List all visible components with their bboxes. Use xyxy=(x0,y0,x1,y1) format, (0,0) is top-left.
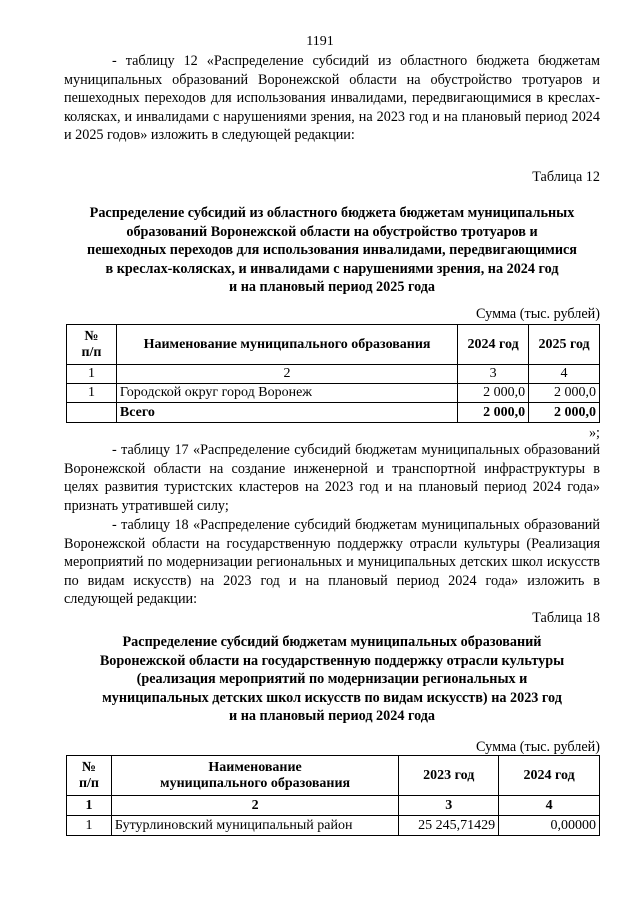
table18-title-line: Воронежской области на государственную поддержку отрасли культуры xyxy=(99,652,565,669)
table12-title-line: в креслах-колясках, и инвалидами с нарушениями зрения, на 2024 год xyxy=(105,260,559,277)
row-municipality: Городской округ город Воронеж xyxy=(116,384,457,403)
header-2023: 2023 год xyxy=(399,756,499,796)
header-2024: 2024 год xyxy=(458,325,529,365)
row-index: 1 xyxy=(67,816,112,836)
table12-title-line: пешеходных переходов для использования инвалидами, передвигающимися xyxy=(87,242,577,259)
table-header-row xyxy=(67,756,600,796)
col-number: 2 xyxy=(111,796,398,816)
table-row xyxy=(67,384,600,403)
table-numbering-row xyxy=(67,365,600,384)
page-number: 1191 xyxy=(306,34,334,49)
table-header-row xyxy=(67,325,600,365)
table12-closing-mark: »; xyxy=(588,425,600,441)
table18-title-line: Распределение субсидий бюджетам муниципальных образований xyxy=(122,634,542,650)
col-number: 1 xyxy=(67,796,112,816)
total-index xyxy=(67,403,117,423)
col-number: 4 xyxy=(499,796,600,816)
header-number: № п/п xyxy=(67,756,112,796)
col-number: 3 xyxy=(399,796,499,816)
table12-unit: Сумма (тыс. рублей) xyxy=(476,306,600,322)
table18-title-line: муниципальных детских школ искусств по видам искусств) на 2023 год xyxy=(102,689,562,706)
header-name: Наименование муниципального образования xyxy=(111,756,398,796)
table-numbering-row xyxy=(67,796,600,816)
row-municipality: Бутурлиновский муниципальный район xyxy=(111,816,398,836)
row-value-2025: 2 000,0 xyxy=(529,384,600,403)
table18-label: Таблица 18 xyxy=(532,610,600,626)
total-label: Всего xyxy=(116,403,457,423)
table12-title-line: Распределение субсидий из областного бюджета бюджетам муниципальных xyxy=(89,205,575,221)
header-2025: 2025 год xyxy=(529,325,600,365)
header-number: № п/п xyxy=(67,325,117,365)
col-number: 3 xyxy=(458,365,529,384)
table18-title xyxy=(64,633,600,726)
table-total-row xyxy=(67,403,600,423)
table12-title-line: образований Воронежской области на обустройство тротуаров и xyxy=(126,223,538,240)
table18-title-line: (реализация мероприятий по модернизации региональных и xyxy=(136,671,528,688)
paragraph-table17: - таблицу 17 «Распределение субсидий бюджетам муниципальных образований Воронежской области на создание инженерной и транспортной инфраструктуры в целях развития туристских кластеров на 2023 год и на плановый период 2024 года» признать утратившей силу; xyxy=(64,442,600,514)
header-2024: 2024 год xyxy=(499,756,600,796)
table12-title xyxy=(64,204,600,297)
row-value-2023: 25 245,71429 xyxy=(399,816,499,836)
intro-paragraph-table12: - таблицу 12 «Распределение субсидий из областного бюджета бюджетам муниципальных образований Воронежской области на обустройство тротуаров и пешеходных переходов для использования инвалидами, передвигающимися в креслах-колясках, и инвалидами с нарушениями зрения, на 2023 год и на плановый период 2024 и 2025 годов» изложить в следующей редакции: xyxy=(64,53,600,144)
header-name: Наименование муниципального образования xyxy=(116,325,457,365)
table18 xyxy=(66,755,600,836)
row-value-2024: 2 000,0 xyxy=(458,384,529,403)
table-row xyxy=(67,816,600,836)
row-value-2024: 0,00000 xyxy=(499,816,600,836)
total-value-2025: 2 000,0 xyxy=(529,403,600,423)
paragraph-table18: - таблицу 18 «Распределение субсидий бюджетам муниципальных образований Воронежской области на государственную поддержку отрасли культуры (Реализация мероприятий по модернизации региональных и муниципальных детских школ искусств по видам искусств) на 2023 год и на плановый период 2024 года» изложить в следующей редакции: xyxy=(64,517,600,608)
total-value-2024: 2 000,0 xyxy=(458,403,529,423)
table18-title-line: и на плановый период 2024 года xyxy=(228,708,436,725)
col-number: 1 xyxy=(67,365,117,384)
table12 xyxy=(66,324,600,423)
col-number: 2 xyxy=(116,365,457,384)
table18-unit: Сумма (тыс. рублей) xyxy=(476,739,600,755)
table12-label: Таблица 12 xyxy=(532,169,600,185)
table12-title-line: и на плановый период 2025 года xyxy=(228,279,436,296)
row-index: 1 xyxy=(67,384,117,403)
col-number: 4 xyxy=(529,365,600,384)
